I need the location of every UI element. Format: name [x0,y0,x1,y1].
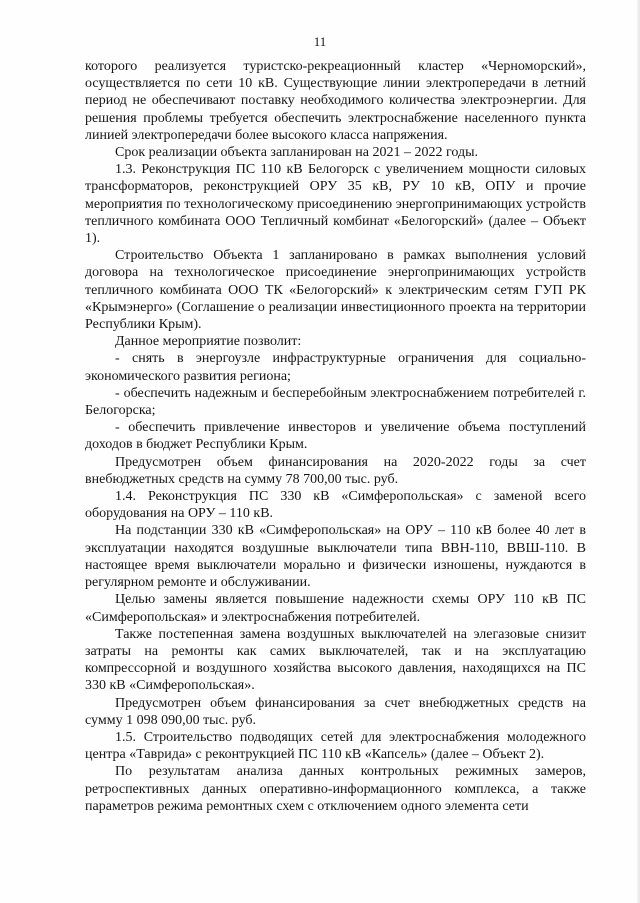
page-number: 11 [313,34,327,49]
paragraph: Предусмотрен объем финансирования на 2020-2022 годы за счет внебюджетных средств на сумму 78 700,00 тыс. руб. [85,454,586,487]
bullet-item: - снять в энергоузле инфраструктурные ограничения для социально-экономического развития региона; [85,351,586,384]
paragraph: 1.5. Строительство подводящих сетей для электроснабжения молодежного центра «Таврида» с реконтрукцией ПС 110 кВ «Капсель» (далее – Объект 2). [85,729,586,763]
body-text [85,58,586,815]
paragraph: На подстанции 330 кВ «Симферопольская» на ОРУ – 110 кВ более 40 лет в эксплуатации находятся воздушные выключатели типа ВВН-110, ВВШ-110. В настоящее время выключатели морально и физически изношены, нуждаются в регулярном ремонте и обслуживании. [85,523,586,591]
paragraph: По результатам анализа данных контрольных режимных замеров, ретроспективных данных оперативно-информационного комплекса, а также параметров режима ремонтных схем с отключением одного элемента сети [85,764,586,814]
paragraph: Также постепенная замена воздушных выключателей на элегазовые снизит затраты на ремонты как самих выключателей, так и на эксплуатацию компрессорной и воздушного хозяйства высокого давления, находящихся на ПС 330 кВ «Симферопольская». [85,626,586,694]
paragraph: Срок реализации объекта запланирован на 2021 – 2022 годы. [115,145,479,161]
bullet-item: - обеспечить привлечение инвесторов и увеличение объема поступлений доходов в бюджет Республики Крым. [85,420,586,453]
bullet-item: - обеспечить надежным и бесперебойным электроснабжением потребителей г. Белогорска; [85,385,586,419]
paragraph: Предусмотрен объем финансирования за счет внебюджетных средств на сумму 1 098 090,00 тыс. руб. [85,695,586,728]
paragraph: 1.3. Реконструкция ПС 110 кВ Белогорск с увеличением мощности силовых трансформаторов, реконструкцией ОРУ 35 кВ, РУ 10 кВ, ОПУ и прочие мероприятия по технологическому присоединению энергопринимающих устройств тепличного комбината ООО Тепличный комбинат «Белогорский» (далее – Объект 1). [85,162,586,247]
paragraph: Целью замены является повышение надежности схемы ОРУ 110 кВ ПС «Симферопольская» и электроснабжения потребителей. [85,592,586,625]
paragraph: которого реализуется туристско-рекреационный кластер «Черноморский», осуществляется по сети 10 кВ. Существующие линии электропередачи в летний период не обеспечивают поставку необходимого количества электроэнергии. Для решения проблемы требуется обеспечить электроснабжение населенного пункта линией электропередачи более высокого класса напряжения. [85,59,586,143]
paragraph: Строительство Объекта 1 запланировано в рамках выполнения условий договора на технологическое присоединение энергопринимающих устройств тепличного комбината ООО ТК «Белогорский» к электрическим сетям ГУП РК «Крымэнерго» (Соглашение о реализации инвестиционного проекта на территории Республики Крым). [85,248,586,333]
paragraph: Данное мероприятие позволит: [115,334,302,350]
paragraph: 1.4. Реконструкция ПС 330 кВ «Симферопольская» с заменой всего оборудования на ОРУ – 110 кВ. [85,489,586,522]
